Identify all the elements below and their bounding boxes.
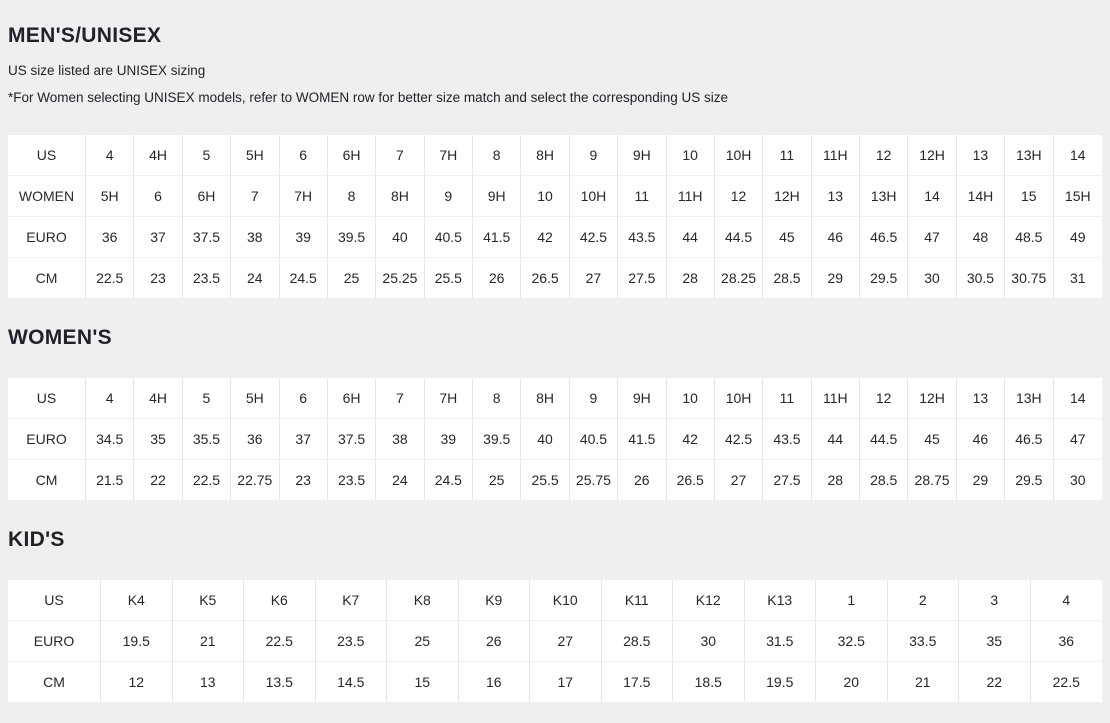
size-cell: 19.5 xyxy=(745,662,817,702)
size-cell: 9 xyxy=(570,135,618,175)
size-cell: 28.25 xyxy=(715,258,763,298)
size-cell: K12 xyxy=(673,580,745,620)
size-cell: 6H xyxy=(328,135,376,175)
size-cell: 24 xyxy=(376,460,424,500)
size-cell: 39.5 xyxy=(473,419,521,459)
size-cell: 37 xyxy=(280,419,328,459)
size-cell: 27 xyxy=(570,258,618,298)
size-cell: 22.5 xyxy=(244,621,316,661)
size-cell: 14 xyxy=(1054,135,1103,175)
size-cell: 4H xyxy=(134,378,182,418)
size-cell: 29 xyxy=(812,258,860,298)
size-cell: 7 xyxy=(376,135,424,175)
row-label: EURO xyxy=(8,217,86,257)
size-cell: 35 xyxy=(134,419,182,459)
size-cell: 17 xyxy=(530,662,602,702)
kids-size-table xyxy=(8,579,1102,703)
row-label: EURO xyxy=(8,621,101,661)
size-cell: K11 xyxy=(602,580,674,620)
size-cell: 10H xyxy=(715,378,763,418)
size-cell: 2 xyxy=(888,580,960,620)
size-cell: 44.5 xyxy=(715,217,763,257)
size-cell: 31.5 xyxy=(745,621,817,661)
size-cell: 45 xyxy=(908,419,956,459)
size-cell: 19.5 xyxy=(101,621,173,661)
size-cell: 33.5 xyxy=(888,621,960,661)
size-cell: 26 xyxy=(473,258,521,298)
size-cell: 15 xyxy=(1005,176,1053,216)
size-cell: 46.5 xyxy=(860,217,908,257)
size-cell: 43.5 xyxy=(763,419,811,459)
size-cell: 24 xyxy=(231,258,279,298)
size-cell: 8 xyxy=(473,378,521,418)
section-womens xyxy=(8,326,1102,501)
size-cell: 10 xyxy=(521,176,569,216)
size-cell: 9H xyxy=(618,135,666,175)
size-cell: 22.5 xyxy=(86,258,134,298)
size-cell: 27 xyxy=(715,460,763,500)
size-cell: K4 xyxy=(101,580,173,620)
size-cell: 7H xyxy=(425,135,473,175)
size-cell: 17.5 xyxy=(602,662,674,702)
size-cell: 15 xyxy=(387,662,459,702)
size-cell: 42 xyxy=(521,217,569,257)
size-cell: 25 xyxy=(473,460,521,500)
size-cell: 37.5 xyxy=(328,419,376,459)
size-cell: 8H xyxy=(521,378,569,418)
mens-unisex-size-table xyxy=(8,134,1102,299)
row-label: US xyxy=(8,378,86,418)
size-cell: 1 xyxy=(816,580,888,620)
size-cell: 12H xyxy=(908,378,956,418)
table-row xyxy=(8,662,1102,702)
size-cell: 28.75 xyxy=(908,460,956,500)
size-cell: 41.5 xyxy=(618,419,666,459)
row-label: EURO xyxy=(8,419,86,459)
size-cell: 34.5 xyxy=(86,419,134,459)
size-cell: 44.5 xyxy=(860,419,908,459)
size-cell: 40 xyxy=(521,419,569,459)
kids-title: KID'S xyxy=(8,528,65,552)
size-cell: 38 xyxy=(376,419,424,459)
size-cell: 11 xyxy=(763,378,811,418)
size-cell: 6 xyxy=(134,176,182,216)
size-cell: 13H xyxy=(1005,135,1053,175)
size-cell: 40 xyxy=(376,217,424,257)
size-cell: 21.5 xyxy=(86,460,134,500)
size-cell: 21 xyxy=(173,621,245,661)
size-cell: K8 xyxy=(387,580,459,620)
size-cell: 28 xyxy=(812,460,860,500)
size-cell: 22.5 xyxy=(1031,662,1103,702)
size-cell: K7 xyxy=(316,580,388,620)
size-cell: 9H xyxy=(473,176,521,216)
size-cell: 11H xyxy=(812,135,860,175)
size-cell: 36 xyxy=(231,419,279,459)
size-cell: 26.5 xyxy=(521,258,569,298)
table-row xyxy=(8,419,1102,459)
size-cell: 4 xyxy=(1031,580,1103,620)
size-cell: 48.5 xyxy=(1005,217,1053,257)
size-cell: 25.25 xyxy=(376,258,424,298)
size-cell: 28.5 xyxy=(860,460,908,500)
size-cell: 29.5 xyxy=(1005,460,1053,500)
size-cell: 40.5 xyxy=(570,419,618,459)
size-cell: 22.5 xyxy=(183,460,231,500)
size-cell: 14 xyxy=(1054,378,1103,418)
size-cell: 22.75 xyxy=(231,460,279,500)
womens-title: WOMEN'S xyxy=(8,326,112,350)
size-cell: 23 xyxy=(280,460,328,500)
size-cell: 37.5 xyxy=(183,217,231,257)
row-label: CM xyxy=(8,460,86,500)
size-cell: 5H xyxy=(231,135,279,175)
size-cell: 30 xyxy=(673,621,745,661)
size-cell: 12 xyxy=(860,378,908,418)
size-cell: 12 xyxy=(715,176,763,216)
size-cell: 30.75 xyxy=(1005,258,1053,298)
size-cell: 23.5 xyxy=(328,460,376,500)
size-cell: 39 xyxy=(280,217,328,257)
size-cell: 11H xyxy=(667,176,715,216)
size-cell: 7 xyxy=(376,378,424,418)
size-cell: 5H xyxy=(86,176,134,216)
size-cell: 28 xyxy=(667,258,715,298)
size-cell: 6H xyxy=(183,176,231,216)
size-cell: 10 xyxy=(667,378,715,418)
size-cell: 46 xyxy=(812,217,860,257)
size-cell: 6 xyxy=(280,378,328,418)
size-cell: 25.75 xyxy=(570,460,618,500)
size-cell: 24.5 xyxy=(425,460,473,500)
size-cell: 36 xyxy=(86,217,134,257)
size-cell: 27.5 xyxy=(618,258,666,298)
size-cell: 22 xyxy=(959,662,1031,702)
size-cell: 12H xyxy=(908,135,956,175)
mens-unisex-title: MEN'S/UNISEX xyxy=(8,24,162,47)
table-row xyxy=(8,258,1102,298)
size-cell: 35 xyxy=(959,621,1031,661)
size-cell: 44 xyxy=(667,217,715,257)
size-cell: 30 xyxy=(908,258,956,298)
size-cell: 28.5 xyxy=(763,258,811,298)
size-cell: 9 xyxy=(570,378,618,418)
size-cell: K6 xyxy=(244,580,316,620)
size-cell: 13 xyxy=(173,662,245,702)
size-cell: 12 xyxy=(101,662,173,702)
size-cell: 45 xyxy=(763,217,811,257)
size-cell: 9H xyxy=(618,378,666,418)
size-cell: 43.5 xyxy=(618,217,666,257)
size-cell: 7 xyxy=(231,176,279,216)
size-cell: 13H xyxy=(1005,378,1053,418)
table-row xyxy=(8,135,1102,175)
size-cell: 25.5 xyxy=(521,460,569,500)
size-cell: 5H xyxy=(231,378,279,418)
size-cell: 47 xyxy=(908,217,956,257)
size-cell: 26 xyxy=(618,460,666,500)
size-cell: 47 xyxy=(1054,419,1103,459)
size-cell: 35.5 xyxy=(183,419,231,459)
size-cell: 46 xyxy=(957,419,1005,459)
size-cell: 39.5 xyxy=(328,217,376,257)
size-cell: K10 xyxy=(530,580,602,620)
size-cell: 26.5 xyxy=(667,460,715,500)
row-label: US xyxy=(8,580,101,620)
table-row xyxy=(8,378,1102,418)
size-cell: 10H xyxy=(715,135,763,175)
size-cell: 42.5 xyxy=(570,217,618,257)
unisex-sizing-note: US size listed are UNISEX sizing xyxy=(8,63,206,78)
size-cell: 5 xyxy=(183,378,231,418)
womens-size-table xyxy=(8,377,1102,501)
size-cell: 27.5 xyxy=(763,460,811,500)
size-cell: 22 xyxy=(134,460,182,500)
row-label: US xyxy=(8,135,86,175)
size-cell: 9 xyxy=(425,176,473,216)
size-cell: 6H xyxy=(328,378,376,418)
size-cell: 32.5 xyxy=(816,621,888,661)
size-cell: 14.5 xyxy=(316,662,388,702)
size-cell: 4 xyxy=(86,378,134,418)
size-cell: 13 xyxy=(957,135,1005,175)
row-label: WOMEN xyxy=(8,176,86,216)
size-cell: 20 xyxy=(816,662,888,702)
size-cell: 42.5 xyxy=(715,419,763,459)
size-cell: 39 xyxy=(425,419,473,459)
size-cell: 8H xyxy=(521,135,569,175)
size-cell: 26 xyxy=(459,621,531,661)
row-label: CM xyxy=(8,662,101,702)
size-cell: 30 xyxy=(1054,460,1103,500)
size-cell: 42 xyxy=(667,419,715,459)
size-cell: 7H xyxy=(425,378,473,418)
size-cell: 23.5 xyxy=(316,621,388,661)
size-cell: 25 xyxy=(328,258,376,298)
size-cell: K5 xyxy=(173,580,245,620)
size-cell: 25 xyxy=(387,621,459,661)
size-cell: 4H xyxy=(134,135,182,175)
size-cell: 12 xyxy=(860,135,908,175)
table-row xyxy=(8,621,1102,661)
size-cell: 5 xyxy=(183,135,231,175)
table-row xyxy=(8,460,1102,500)
size-cell: 8 xyxy=(473,135,521,175)
size-cell: 10H xyxy=(570,176,618,216)
size-cell: 25.5 xyxy=(425,258,473,298)
size-cell: 24.5 xyxy=(280,258,328,298)
size-cell: 41.5 xyxy=(473,217,521,257)
size-cell: 11 xyxy=(618,176,666,216)
size-cell: 28.5 xyxy=(602,621,674,661)
size-cell: 13 xyxy=(812,176,860,216)
size-cell: 11 xyxy=(763,135,811,175)
size-cell: 23 xyxy=(134,258,182,298)
size-cell: 46.5 xyxy=(1005,419,1053,459)
table-row xyxy=(8,217,1102,257)
size-cell: 44 xyxy=(812,419,860,459)
size-cell: 30.5 xyxy=(957,258,1005,298)
size-cell: K13 xyxy=(745,580,817,620)
size-cell: 29.5 xyxy=(860,258,908,298)
size-cell: 40.5 xyxy=(425,217,473,257)
size-cell: 12H xyxy=(763,176,811,216)
size-cell: 18.5 xyxy=(673,662,745,702)
row-label: CM xyxy=(8,258,86,298)
size-cell: 8H xyxy=(376,176,424,216)
table-row xyxy=(8,176,1102,216)
size-cell: 10 xyxy=(667,135,715,175)
table-row xyxy=(8,580,1102,620)
size-cell: 31 xyxy=(1054,258,1103,298)
size-cell: 14 xyxy=(908,176,956,216)
size-cell: 49 xyxy=(1054,217,1103,257)
size-cell: 16 xyxy=(459,662,531,702)
section-kids xyxy=(8,528,1102,703)
size-cell: 4 xyxy=(86,135,134,175)
size-cell: 13 xyxy=(957,378,1005,418)
size-cell: 38 xyxy=(231,217,279,257)
size-cell: 7H xyxy=(280,176,328,216)
size-cell: 21 xyxy=(888,662,960,702)
women-size-match-note: *For Women selecting UNISEX models, refer to WOMEN row for better size match and select the corresponding US size xyxy=(8,89,729,105)
size-cell: 23.5 xyxy=(183,258,231,298)
size-cell: 37 xyxy=(134,217,182,257)
size-cell: 3 xyxy=(959,580,1031,620)
size-cell: 6 xyxy=(280,135,328,175)
size-cell: 14H xyxy=(957,176,1005,216)
size-cell: 27 xyxy=(530,621,602,661)
section-mens-unisex xyxy=(8,24,1102,299)
size-cell: 13H xyxy=(860,176,908,216)
size-cell: 29 xyxy=(957,460,1005,500)
size-cell: K9 xyxy=(459,580,531,620)
size-cell: 11H xyxy=(812,378,860,418)
size-cell: 15H xyxy=(1054,176,1103,216)
size-cell: 8 xyxy=(328,176,376,216)
size-cell: 48 xyxy=(957,217,1005,257)
size-cell: 36 xyxy=(1031,621,1103,661)
size-cell: 13.5 xyxy=(244,662,316,702)
